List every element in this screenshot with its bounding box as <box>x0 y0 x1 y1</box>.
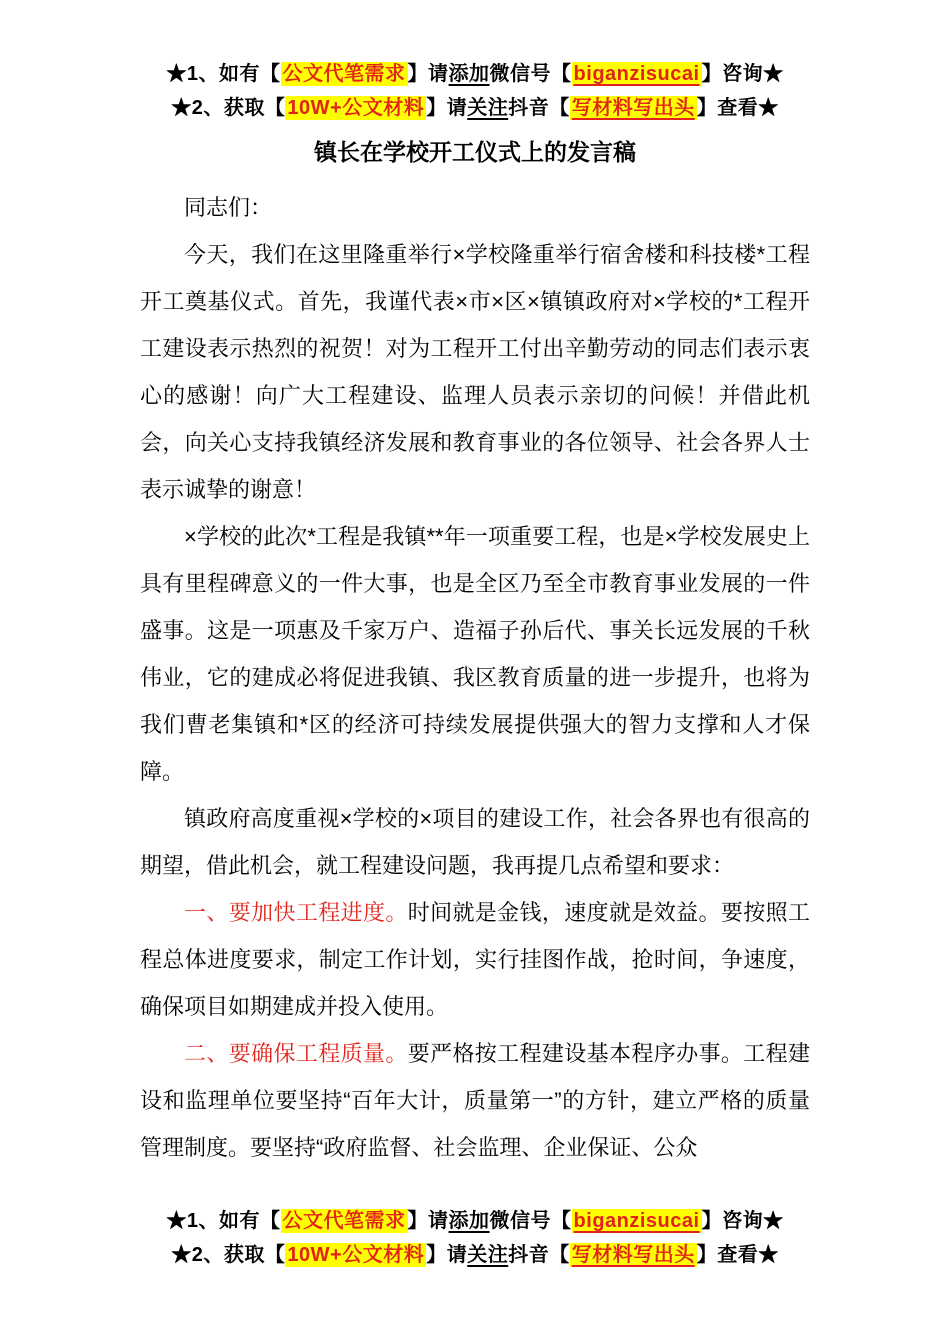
document-body <box>0 184 950 1210</box>
promo-segment: 公文代笔需求 <box>282 63 406 85</box>
promo-segment: 关注 <box>467 97 509 119</box>
body-paragraph: 镇政府高度重视×学校的×项目的建设工作，社会各界也有很高的期望，借此机会，就工程建设问题，我再提几点希望和要求： <box>140 806 810 879</box>
promo-segment: 写材料写出头 <box>571 97 695 119</box>
promo-segment: 】请 <box>407 63 449 85</box>
promo-footer <box>0 1204 950 1272</box>
promo-segment: 微信号【 <box>489 63 572 85</box>
promo-footer-line-1 <box>0 1204 950 1238</box>
body-paragraph: 一、要加快工程进度。时间就是金钱，速度就是效益。要按照工程总体进度要求，制定工作计划，实行挂图作战，抢时间，争速度，确保项目如期建成并投入使用。 <box>140 900 810 1020</box>
paragraphs-container <box>140 231 810 1171</box>
salutation: 同志们： <box>184 195 273 221</box>
promo-segment: 】请 <box>426 1244 468 1266</box>
promo-segment: 】查看★ <box>696 97 779 119</box>
body-paragraph: 今天，我们在这里隆重举行×学校隆重举行宿舍楼和科技楼*工程开工奠基仪式。首先，我谨代表×市×区×镇镇政府对×学校的*工程开工建设表示热烈的祝贺！对为工程开工付出辛勤劳动的同志们表示衷心的感谢！向广大工程建设、监理人员表示亲切的问候！并借此机会，向关心支持我镇经济发展和教育事业的各位领导、社会各界人士表示诚挚的谢意！ <box>140 242 810 503</box>
promo-segment: 添加 <box>448 63 490 85</box>
paragraph-lead-red: 二、要确保工程质量。 <box>184 1041 408 1067</box>
promo-header <box>0 0 950 125</box>
promo-segment: 写材料写出头 <box>571 1244 695 1266</box>
paragraph-lead-red: 一、要加快工程进度。 <box>184 900 408 926</box>
promo-segment: ★1、如有【 <box>166 1210 281 1232</box>
promo-segment: ★2、获取【 <box>171 1244 286 1266</box>
promo-segment: ★2、获取【 <box>171 97 286 119</box>
promo-segment: 10W+公文材料 <box>287 97 425 119</box>
promo-segment: 】请 <box>407 1210 449 1232</box>
promo-segment: biganzisucai <box>573 1210 700 1232</box>
promo-segment: 关注 <box>467 1244 509 1266</box>
promo-segment: 10W+公文材料 <box>287 1244 425 1266</box>
promo-segment: biganzisucai <box>573 63 700 85</box>
promo-segment: 微信号【 <box>489 1210 572 1232</box>
document-title: 镇长在学校开工仪式上的发言稿 <box>314 139 636 165</box>
promo-segment: 公文代笔需求 <box>282 1210 406 1232</box>
promo-segment: 抖音【 <box>508 1244 570 1266</box>
promo-segment: ★1、如有【 <box>166 63 281 85</box>
promo-footer-line-2 <box>0 1238 950 1272</box>
promo-segment: 】请 <box>426 97 468 119</box>
body-paragraph: 二、要确保工程质量。要严格按工程建设基本程序办事。工程建设和监理单位要坚持“百年大计，质量第一”的方针，建立严格的质量管理制度。要坚持“政府监督、社会监理、企业保证、公众 <box>140 1041 810 1161</box>
promo-segment: 】咨询★ <box>701 1210 784 1232</box>
promo-segment: 】咨询★ <box>701 63 784 85</box>
promo-segment: 添加 <box>448 1210 490 1232</box>
promo-segment: 】查看★ <box>696 1244 779 1266</box>
body-paragraph: ×学校的此次*工程是我镇**年一项重要工程，也是×学校发展史上具有里程碑意义的一件大事，也是全区乃至全市教育事业发展的一件盛事。这是一项惠及千家万户、造福子孙后代、事关长远发展的千秋伟业，它的建成必将促进我镇、我区教育质量的进一步提升，也将为我们曹老集镇和*区的经济可持续发展提供强大的智力支撑和人才保障。 <box>140 524 810 785</box>
promo-segment: 抖音【 <box>508 97 570 119</box>
promo-line-1 <box>0 57 950 91</box>
promo-line-2 <box>0 91 950 125</box>
